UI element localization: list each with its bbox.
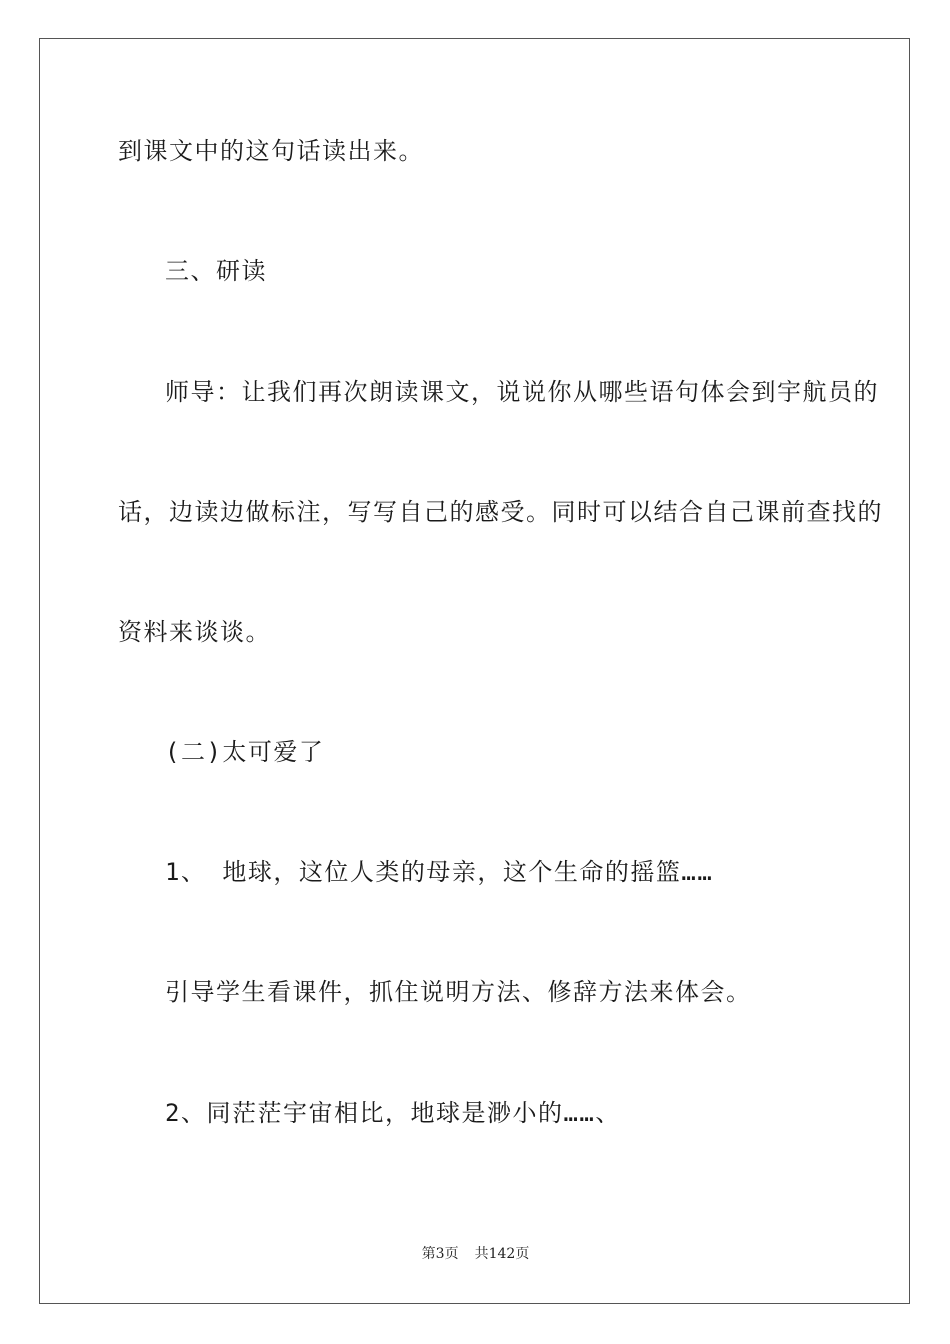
text-line-8: 引导学生看课件，抓住说明方法、修辞方法来体会。 xyxy=(165,978,752,1006)
total-page-count: 共142页 xyxy=(474,1246,530,1262)
subsection-heading: (二)太可爱了 xyxy=(165,738,325,766)
text-line-3: 师导：让我们再次朗读课文，说说你从哪些语句体会到宇航员的 xyxy=(165,378,879,406)
list-item-2: 2、同茫茫宇宙相比，地球是渺小的……、 xyxy=(165,1099,621,1127)
section-heading: 三、研读 xyxy=(165,257,267,285)
list-item-1: 1、 地球，这位人类的母亲，这个生命的摇篮…… xyxy=(165,858,714,886)
current-page-number: 第3页 xyxy=(421,1246,459,1262)
text-line-4: 话，边读边做标注，写写自己的感受。同时可以结合自己课前查找的 xyxy=(118,498,883,526)
text-line-5: 资料来谈谈。 xyxy=(118,618,271,646)
page-footer xyxy=(40,1245,911,1263)
text-line-1: 到课文中的这句话读出来。 xyxy=(118,137,424,165)
page-frame xyxy=(39,38,910,1304)
